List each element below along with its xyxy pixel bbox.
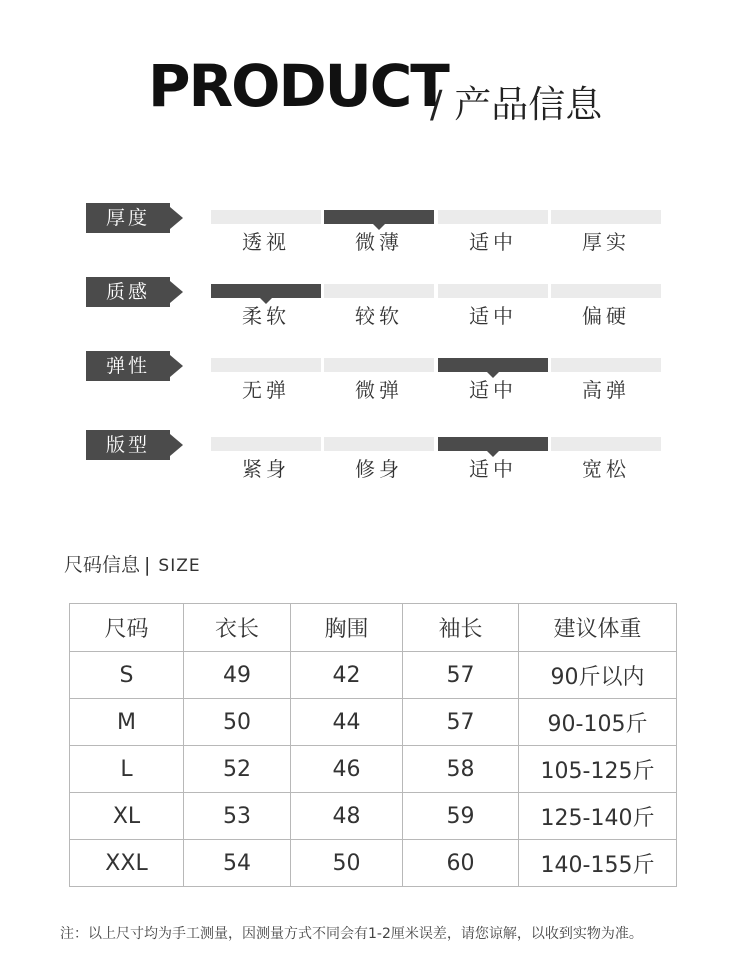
table-cell: 48 [291,793,403,840]
scale-segment [211,437,321,451]
table-cell: 52 [184,746,291,793]
table-cell: 54 [184,840,291,887]
table-cell: 105-125斤 [519,746,677,793]
scale-option-label: 适中 [469,304,517,328]
title-english: PRODUCT [148,52,448,120]
table-cell: 90斤以内 [519,652,677,699]
scale-option-label: 适中 [469,457,517,481]
scale-segment [324,437,434,451]
scale-segment [211,358,321,372]
table-cell: 58 [403,746,519,793]
scale-option-label: 柔软 [242,304,290,328]
scale-segment [551,437,661,451]
table-cell: 49 [184,652,291,699]
size-heading-cn: 尺码信息 [64,554,141,576]
table-header-row [70,604,677,652]
table-cell: 57 [403,652,519,699]
scale-option-label: 透视 [242,230,290,254]
scale-option-label: 高弹 [582,378,630,402]
scale-segment [211,210,321,224]
attribute-label: 版型 [86,430,170,460]
table-row [70,699,677,746]
column-header: 袖长 [403,604,519,652]
table-cell: S [70,652,184,699]
scale-option-label: 微薄 [355,230,403,254]
table-row [70,840,677,887]
scale-segment [324,284,434,298]
table-cell: 57 [403,699,519,746]
table-cell: 46 [291,746,403,793]
table-cell: XL [70,793,184,840]
table-cell: 59 [403,793,519,840]
table-cell: 60 [403,840,519,887]
table-cell: 90-105斤 [519,699,677,746]
table-cell: 42 [291,652,403,699]
table-row [70,652,677,699]
size-table [69,603,677,887]
scale-segment [324,358,434,372]
scale-segment-selected [211,284,321,298]
scale-option-label: 微弹 [355,378,403,402]
attribute-row-texture [0,277,750,337]
table-cell: L [70,746,184,793]
table-row [70,793,677,840]
size-heading-en: SIZE [158,556,201,576]
table-cell: 50 [291,840,403,887]
measurement-note: 注：以上尺寸均为手工测量，因测量方式不同会有1-2厘米误差，请您谅解，以收到实物为准。 [60,926,643,942]
scale-segment [438,210,548,224]
scale-option-label: 适中 [469,230,517,254]
attribute-label: 质感 [86,277,170,307]
table-cell: 125-140斤 [519,793,677,840]
scale-segment [551,284,661,298]
scale-option-label: 无弹 [242,378,290,402]
scale-segment [551,358,661,372]
scale-option-label: 紧身 [242,457,290,481]
table-cell: XXL [70,840,184,887]
table-cell: M [70,699,184,746]
attribute-label: 弹性 [86,351,170,381]
column-header: 建议体重 [519,604,677,652]
scale-segment [551,210,661,224]
scale-segment-selected [438,358,548,372]
attribute-row-elasticity [0,351,750,411]
table-cell: 53 [184,793,291,840]
scale-segment [438,284,548,298]
scale-option-label: 厚实 [582,230,630,254]
attribute-row-thickness [0,203,750,263]
size-heading-separator: | [144,554,151,576]
table-cell: 50 [184,699,291,746]
scale-option-label: 较软 [355,304,403,328]
attribute-label: 厚度 [86,203,170,233]
column-header: 胸围 [291,604,403,652]
scale-segment-selected [324,210,434,224]
attribute-row-fit [0,430,750,490]
scale-segment-selected [438,437,548,451]
table-cell: 44 [291,699,403,746]
scale-option-label: 修身 [355,457,403,481]
column-header: 尺码 [70,604,184,652]
title-chinese: / 产品信息 [430,83,603,126]
scale-option-label: 适中 [469,378,517,402]
table-row [70,746,677,793]
column-header: 衣长 [184,604,291,652]
scale-option-label: 偏硬 [582,304,630,328]
scale-option-label: 宽松 [582,457,630,481]
size-section-heading [64,550,201,577]
table-cell: 140-155斤 [519,840,677,887]
